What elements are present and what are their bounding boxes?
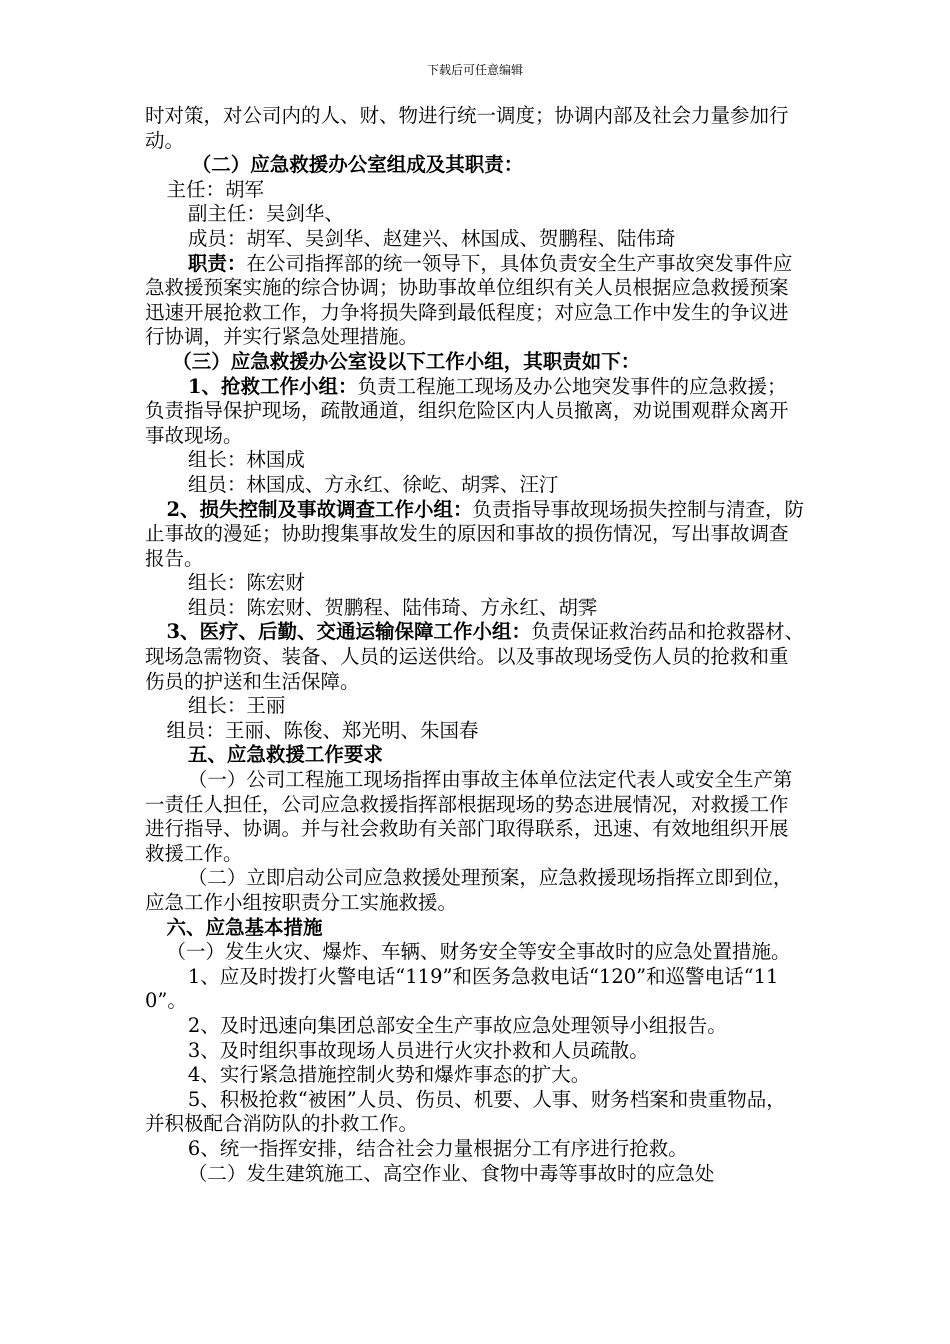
paragraph: （一）发生火灾、爆炸、车辆、财务安全等安全事故时的应急处置措施。 <box>166 940 791 964</box>
list-item: 5、积极抢救“被困”人员、伤员、机要、人事、财务档案和贵重物品，并积极配合消防队的扑救工作。 <box>145 1087 786 1136</box>
duty-paragraph <box>145 252 805 350</box>
section-heading: （三）应急救援办公室设以下工作小组，其职责如下： <box>172 349 641 373</box>
director-line: 主任：胡军 <box>166 177 264 201</box>
list-item: 1、应及时拨打火警电话“119”和医务急救电话“120”和巡警电话“110”。 <box>145 964 779 1013</box>
group-text: 负责工程施工现场及办公地突发事件的应急救援；负责指导保护现场，疏散通道，组织危险区内人员撤离，劝说围观群众离开事故现场。 <box>145 374 789 447</box>
section-heading: 五、应急救援工作要求 <box>187 743 383 767</box>
group-members: 组员：王丽、陈俊、郑光明、朱国春 <box>166 718 479 742</box>
vice-director-line: 副主任：吴剑华、 <box>187 202 344 226</box>
group-leader: 组长：王丽 <box>187 694 286 718</box>
list-item: 6、统一指挥安排，结合社会力量根据分工有序进行抢救。 <box>187 1136 688 1160</box>
list-item: 2、及时迅速向集团总部安全生产事故应急处理领导小组报告。 <box>187 1013 727 1037</box>
group-label: 2、损失控制及事故调查工作小组： <box>166 497 473 521</box>
paragraph: 时对策，对公司内的人、财、物进行统一调度；协调内部及社会力量参加行动。 <box>145 104 789 152</box>
group-paragraph <box>145 620 805 694</box>
group-leader: 组长：陈宏财 <box>187 571 305 595</box>
group-paragraph <box>145 375 805 449</box>
group-paragraph <box>145 498 805 572</box>
paragraph: （一）公司工程施工现场指挥由事故主体单位法定代表人或安全生产第一责任人担任，公司应急救援指挥部根据现场的势态进展情况，对救援工作进行指导、协调。并与社会救助有关部门取得联系，迅速、有效地组织开展救援工作。 <box>145 768 793 865</box>
duty-text: 在公司指挥部的统一领导下，具体负责安全生产事故突发事件应急救援预案实施的综合协调；协助事故单位组织有关人员根据应急救援预案迅速开展抢救工作，力争将损失降到最低程度；对应急工作中发生的争议进行协调，并实行紧急处理措施。 <box>145 251 793 349</box>
section-heading: 六、应急基本措施 <box>166 915 323 939</box>
group-text: 负责指导事故现场损失控制与清查，防止事故的漫延；协助搜集事故发生的原因和事故的损伤情况，写出事故调查报告。 <box>145 497 805 570</box>
page-header: 下载后可任意编辑 <box>426 63 523 77</box>
paragraph: （二）立即启动公司应急救援处理预案，应急救援现场指挥立即到位，应急工作小组按职责分工实施救援。 <box>145 866 793 914</box>
document-body <box>145 104 805 1186</box>
paragraph: （二）发生建筑施工、高空作业、食物中毒等事故时的应急处 <box>187 1161 715 1185</box>
duty-label: 职责： <box>187 251 247 275</box>
list-item: 4、实行紧急措施控制火势和爆炸事态的扩大。 <box>187 1063 591 1087</box>
list-item: 3、及时组织事故现场人员进行火灾扑救和人员疏散。 <box>187 1038 649 1062</box>
group-members: 组员：陈宏财、贺鹏程、陆伟琦、方永红、胡霁 <box>187 595 598 619</box>
group-label: 3、医疗、后勤、交通运输保障工作小组： <box>166 620 532 644</box>
section-heading: （二）应急救援办公室组成及其职责： <box>191 153 524 177</box>
group-members: 组员：林国成、方永红、徐屹、胡霁、汪汀 <box>187 472 559 496</box>
group-text: 负责保证救治药品和抢救器材、现场急需物资、装备、人员的运送供给。以及事故现场受伤人员的抢救和重伤员的护送和生活保障。 <box>145 620 805 693</box>
members-line: 成员：胡军、吴剑华、赵建兴、林国成、贺鹏程、陆伟琦 <box>187 226 676 250</box>
group-label: 1、抢救工作小组： <box>187 374 358 398</box>
group-leader: 组长：林国成 <box>187 448 305 472</box>
